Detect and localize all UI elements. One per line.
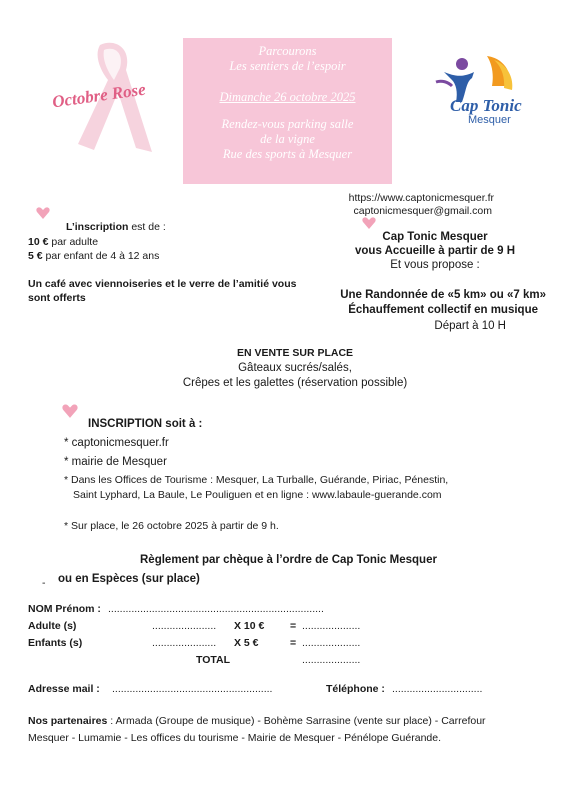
adult-price-line <box>28 236 98 248</box>
heart-icon <box>362 217 376 229</box>
banner-date: Dimanche 26 octobre 2025 <box>219 90 356 104</box>
heart-icon <box>62 404 78 418</box>
warmup-text: Échauffement collectif en musique <box>348 304 538 316</box>
adult-multiplier: X 10 € <box>234 620 265 632</box>
sale-line2: Crêpes et les galettes (réservation possible) <box>182 377 408 389</box>
walk-text: Une Randonnée de «5 km» ou «7 km» <box>340 289 546 301</box>
payment-dash: - <box>42 577 46 589</box>
pricing-intro <box>66 221 166 233</box>
name-field[interactable]: .......................................................................... <box>108 603 324 615</box>
child-price: 5 € <box>28 250 43 262</box>
child-multiplier: X 5 € <box>234 637 259 649</box>
child-label: Enfants (s) <box>28 637 83 649</box>
banner-rdv2: de la vigne <box>260 132 315 146</box>
adult-price-text: par adulte <box>48 236 99 248</box>
name-label: NOM Prénom : <box>28 603 101 615</box>
banner-rdv1: Rendez-vous parking salle <box>221 117 354 131</box>
adult-label: Adulte (s) <box>28 620 77 632</box>
payment-line2: ou en Espèces (sur place) <box>58 573 200 585</box>
payment-line1: Règlement par chèque à l’ordre de Cap Tonic Mesquer <box>140 554 437 566</box>
octobre-rose-title: Octobre Rose <box>51 79 147 112</box>
child-price-text: par enfant de 4 à 12 ans <box>42 250 160 262</box>
inscription-title: INSCRIPTION soit à : <box>88 418 203 430</box>
total-result-field[interactable]: .................... <box>302 654 361 666</box>
email-label: Adresse mail : <box>28 683 100 695</box>
inscription-item1: * captonicmesquer.fr <box>64 437 169 449</box>
cafe-line1: Un café avec viennoiseries et le verre de l’amitié vous <box>28 278 297 290</box>
banner-line1: Parcourons <box>258 44 317 58</box>
welcome-title: Cap Tonic Mesquer <box>382 231 488 243</box>
pricing-intro-rest: est de : <box>128 221 166 233</box>
adult-count-field[interactable]: ...................... <box>152 620 217 632</box>
pricing-intro-bold: L’inscription <box>66 221 129 233</box>
child-result-field[interactable]: .................... <box>302 637 361 649</box>
cafe-line2: sont offerts <box>28 292 86 304</box>
welcome-line3: Et vous propose : <box>390 259 480 271</box>
welcome-block <box>330 231 540 271</box>
heart-icon <box>36 207 50 219</box>
child-equals: = <box>290 637 297 649</box>
partners-line1 <box>28 715 486 727</box>
email-field[interactable]: ....................................................... <box>112 683 273 695</box>
phone-label: Téléphone : <box>326 683 385 695</box>
adult-price: 10 € <box>28 236 49 248</box>
start-text: Départ à 10 H <box>434 320 506 332</box>
email-text: captonicmesquer@gmail.com <box>353 205 492 217</box>
sale-title: EN VENTE SUR PLACE <box>236 347 354 359</box>
partners-text1: : Armada (Groupe de musique) - Bohème Sarrasine (vente sur place) - Carrefour <box>107 715 486 727</box>
child-count-field[interactable]: ...................... <box>152 637 217 649</box>
adult-equals: = <box>290 620 297 632</box>
partners-label: Nos partenaires <box>28 715 108 727</box>
banner-rdv3: Rue des sports à Mesquer <box>222 147 353 161</box>
welcome-line2: vous Accueille à partir de 9 H <box>355 245 515 257</box>
adult-result-field[interactable]: .................... <box>302 620 361 632</box>
inscription-item4: * Sur place, le 26 octobre 2025 à partir de 9 h. <box>64 520 279 532</box>
website-text: https://www.captonicmesquer.fr <box>348 192 494 204</box>
event-banner <box>183 38 392 184</box>
logo-cap-tonic: Cap Tonic <box>450 96 522 115</box>
total-label: TOTAL <box>196 654 231 666</box>
sale-line1: Gâteaux sucrés/salés, <box>238 362 352 374</box>
phone-field[interactable]: ............................... <box>392 683 483 695</box>
banner-line2: Les sentiers de l’espoir <box>229 59 346 73</box>
child-price-line <box>28 250 159 262</box>
sale-block <box>120 347 470 389</box>
logo-mesquer: Mesquer <box>468 114 511 126</box>
logo-text <box>450 96 540 126</box>
inscription-item2: * mairie de Mesquer <box>64 456 167 468</box>
inscription-item3a: * Dans les Offices de Tourisme : Mesquer, La Turballe, Guérande, Piriac, Pénestin, <box>64 474 449 486</box>
inscription-item3b: Saint Lyphard, La Baule, Le Pouliguen et en ligne : www.labaule-guerande.com <box>73 489 442 501</box>
partners-line2: Mesquer - Lumamie - Les offices du tourisme - Mairie de Mesquer - Pénélope Guérande. <box>28 732 442 744</box>
